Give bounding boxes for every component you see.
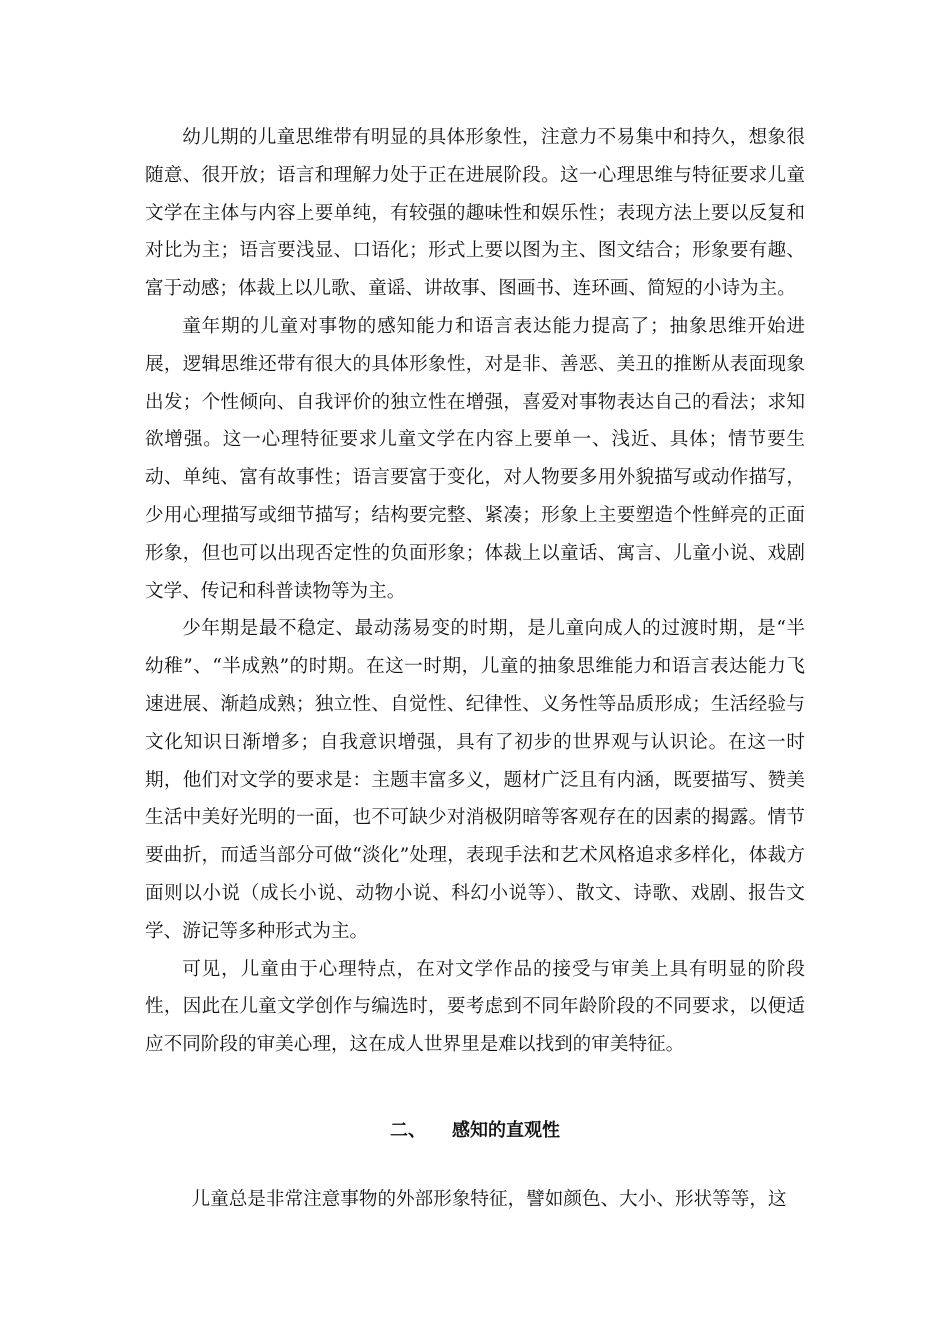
paragraph-conclusion: 可见，儿童由于心理特点，在对文学作品的接受与审美上具有明显的阶段性，因此在儿童文学创作与编选时，要考虑到不同年龄阶段的不同要求，以便适应不同阶段的审美心理，这在成人世界里是难以找到的审美特征。 [145, 958, 805, 1056]
paragraph-adolescence: 少年期是最不稳定、最动荡易变的时期，是儿童向成人的过渡时期，是“半幼稚”、“半成熟”的时期。在这一时期，儿童的抽象思维能力和语言表达能力飞速进展、渐趋成熟；独立性、自觉性、纪律性、义务性等品质形成；生活经验与文化知识日渐增多；自我意识增强，具有了初步的世界观与认识论。在这一时期，他们对文学的要求是：主题丰富多义，题材广泛且有内涵，既要描写、赞美生活中美好光明的一面，也不可缺少对消极阴暗等客观存在的因素的揭露。情节要曲折，而适当部分可做“淡化”处理，表现手法和艺术风格追求多样化，体裁方面则以小说（成长小说、动物小说、科幻小说等）、散文、诗歌、戏剧、报告文学、游记等多种形式为主。 [145, 618, 805, 942]
paragraph-early-childhood: 幼儿期的儿童思维带有明显的具体形象性，注意力不易集中和持久，想象很随意、很开放；语言和理解力处于正在进展阶段。这一心理思维与特征要求儿童文学在主体与内容上要单纯，有较强的趣味性和娱乐性；表现方法上要以反复和对比为主；语言要浅显、口语化；形式上要以图为主、图文结合；形象要有趣、富于动感；体裁上以儿歌、童谣、讲故事、图画书、连环画、简短的小诗为主。 [145, 127, 805, 300]
section-number: 二、 [390, 1120, 426, 1141]
section-heading [145, 1111, 805, 1151]
paragraph-childhood: 童年期的儿童对事物的感知能力和语言表达能力提高了；抽象思维开始进展，逻辑思维还带有很大的具体形象性，对是非、善恶、美丑的推断从表面现象出发；个性倾向、自我评价的独立性在增强，喜爱对事物表达自己的看法；求知欲增强。这一心理特征要求儿童文学在内容上要单一、浅近、具体；情节要生动、单纯、富有故事性；语言要富于变化，对人物要多用外貌描写或动作描写，少用心理描写或细节描写；结构要完整、紧凑；形象上主要塑造个性鲜亮的正面形象，但也可以出现否定性的负面形象；体裁上以童话、寓言、儿童小说、戏剧文学、传记和科普读物等为主。 [145, 315, 805, 602]
paragraph-perception: 儿童总是非常注意事物的外部形象特征，譬如颜色、大小、形状等等，这 [191, 1189, 787, 1210]
section-title: 感知的直观性 [452, 1120, 560, 1141]
body-text [145, 119, 805, 1064]
section-body [145, 1181, 805, 1219]
